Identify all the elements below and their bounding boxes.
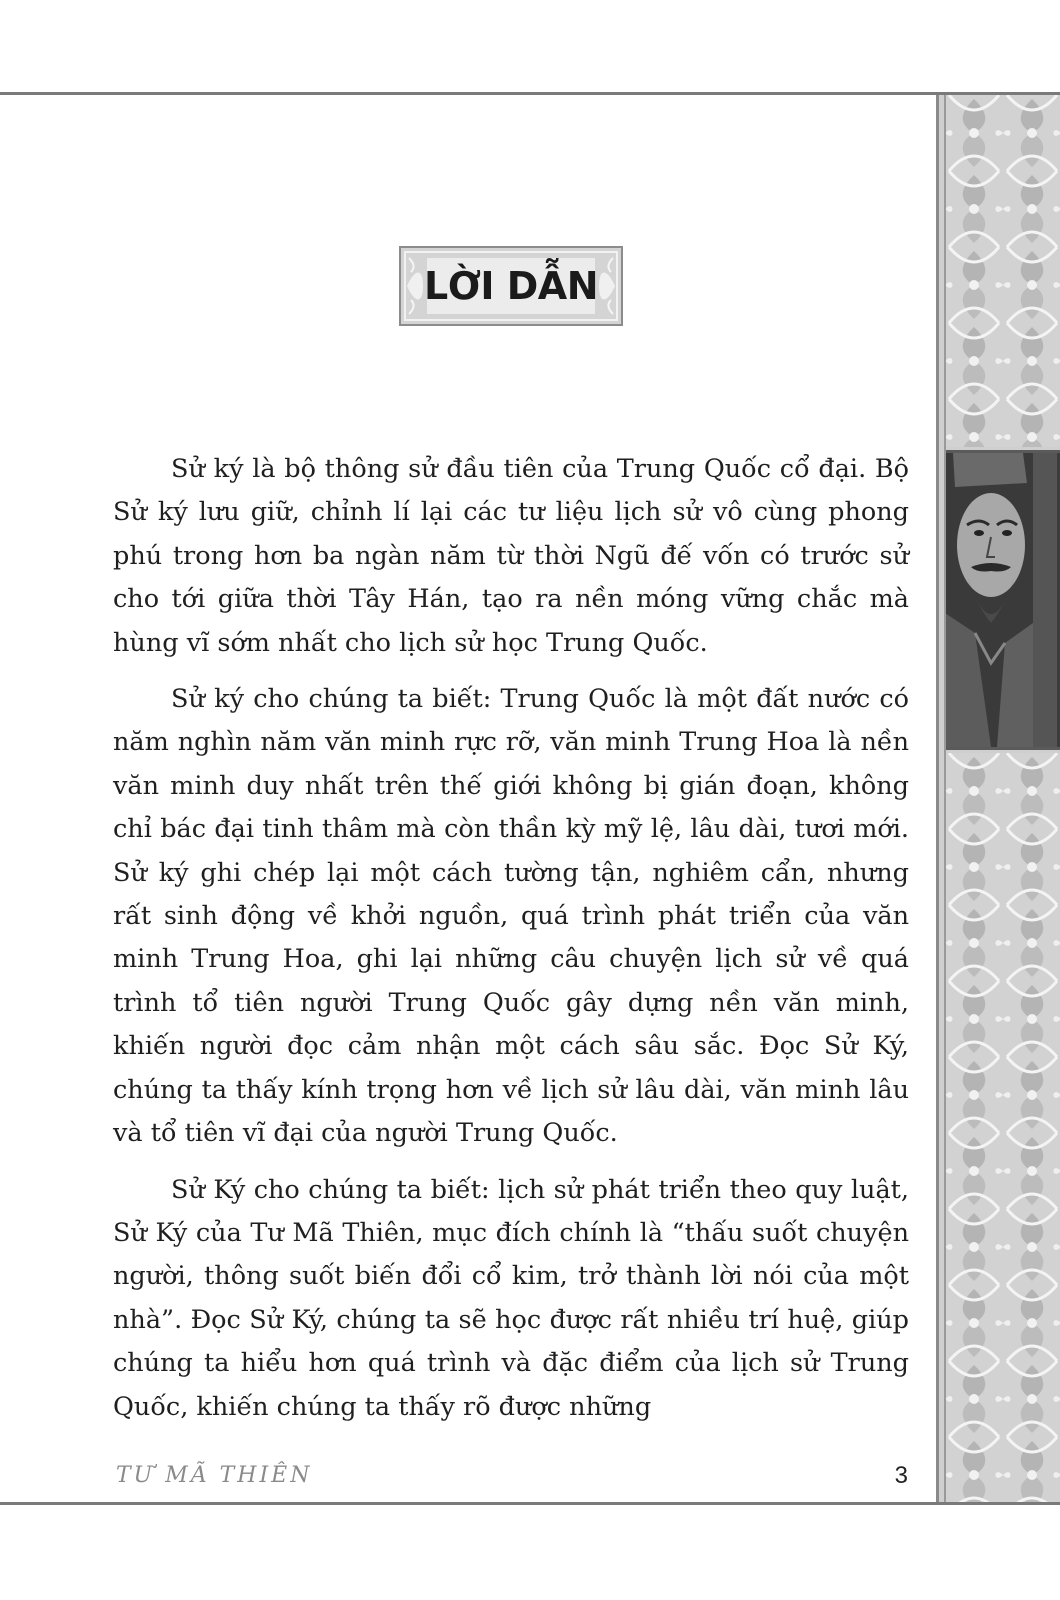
side-decorative-strip [936,95,1060,1502]
paragraph: Sử ký là bộ thông sử đầu tiên của Trung Quốc cổ đại. Bộ Sử ký lưu giữ, chỉnh lí lại các tư liệu lịch sử vô cùng phong phú trong hơn ba ngàn năm từ thời Ngũ đế vốn có trước sử cho tới giữa thời Tây Hán, tạo ra nền móng vững chắc mà hùng vĩ sớm nhất cho lịch sử học Trung Quốc. [113,454,909,658]
chapter-title-frame [399,246,623,326]
chapter-title: LỜI DẪN [423,264,599,308]
damask-pattern-icon [945,95,1060,447]
paragraph: Sử Ký cho chúng ta biết: lịch sử phát triển theo quy luật, Sử Ký của Tư Mã Thiên, mục đích chính là “thấu suốt chuyện người, thông suốt biến đổi cổ kim, trở thành lời nói của một nhà”. Đọc Sử Ký, chúng ta sẽ học được rất nhiều trí huệ, giúp chúng ta hiểu hơn quá trình và đặc điểm của lịch sử Trung Quốc, khiến chúng ta thấy rõ được những [113,1174,909,1422]
side-strip-border [944,95,946,1502]
bottom-rule [0,1502,1060,1505]
running-footer-title: TƯ MÃ THIÊN [116,1463,313,1488]
top-rule [0,92,1060,95]
body-text [113,448,909,1442]
paragraph: Sử ký cho chúng ta biết: Trung Quốc là một đất nước có năm nghìn năm văn minh rực rỡ, văn minh Trung Hoa là nền văn minh duy nhất trên thế giới không bị gián đoạn, không chỉ bác đại tinh thâm mà còn thần kỳ mỹ lệ, lâu dài, tươi mới. Sử ký ghi chép lại một cách tường tận, nghiêm cẩn, nhưng rất sinh động về khởi nguồn, quá trình phát triển của văn minh Trung Hoa, ghi lại những câu chuyện lịch sử về quá trình tổ tiên người Trung Quốc gây dựng nền văn minh, khiến người đọc cảm nhận một cách sâu sắc. Đọc Sử Ký, chúng ta thấy kính trọng hơn về lịch sử lâu dài, văn minh lâu và tổ tiên vĩ đại của người Trung Quốc. [113,684,909,1149]
damask-pattern-icon [945,753,1060,1502]
page-number: 3 [894,1462,908,1489]
scholar-portrait-icon [945,450,1060,750]
